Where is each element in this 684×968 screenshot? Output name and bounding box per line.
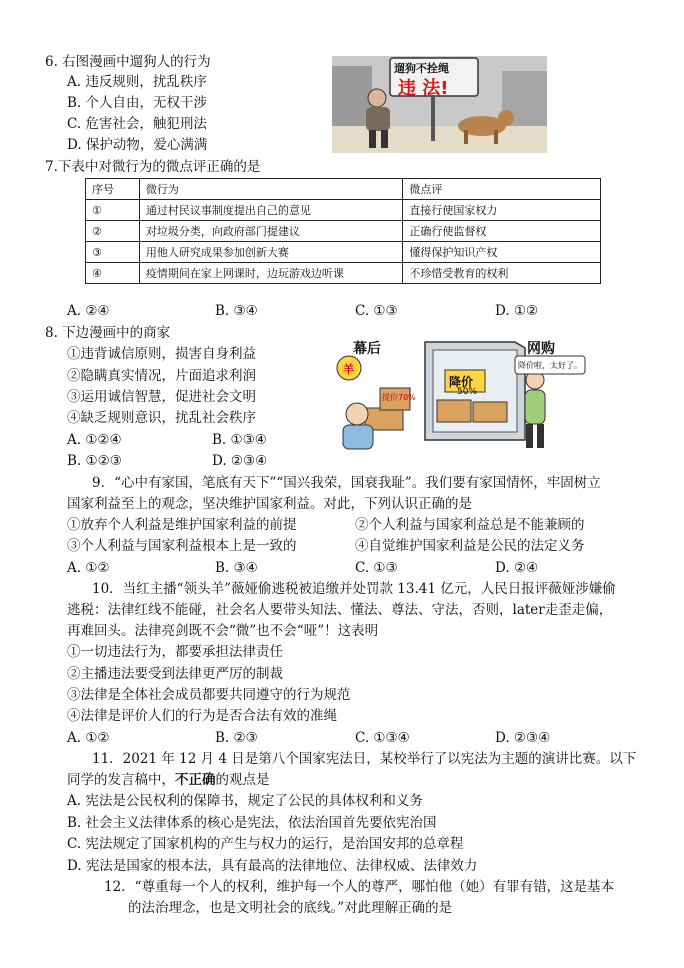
q10-option-d: D. ②③④ [495,730,551,746]
q11-option-c: C. 宪法规定了国家机构的产生与权力的运行，是治国安邦的总章程 [67,836,464,852]
q8-item-2: ②隐瞒真实情况，片面追求利润 [67,368,256,384]
q9-item-1: ①放弃个人利益是维护国家利益的前提 [67,517,297,533]
q6-option-b: B. 个人自由，无权干涉 [67,95,208,111]
table-header-cell: 序号 [86,179,140,200]
q10-option-c: C. ①③④ [355,730,410,746]
q11-line-2-prefix: 同学的发言稿中， [67,772,175,788]
q8-screen-percent: 50% [457,387,478,397]
q8-option-c: B. ①②③ [67,453,122,469]
q12-line-1: 12．“尊重每一个人的权利，维护每一个人的尊严，哪怕他（她）有罪有错，这是基本 [104,879,615,895]
table-cell: ① [86,200,140,221]
q8-speech-bubble: 降价啦，太好了。 [518,361,582,370]
q7-option-b: B. ③④ [215,303,258,319]
table-cell: 疫情期间在家上网课时，边玩游戏边听课 [139,263,402,284]
q7-stem: 7.下表中对微行为的微点评正确的是 [45,159,261,175]
q11-option-b: B. 社会主义法律体系的核心是宪法，依法治国首先要依宪治国 [67,815,437,831]
q9-item-3: ③个人利益与国家利益根本上是一致的 [67,538,297,554]
q8-box-text: 提价70% [382,393,416,402]
table-cell: ④ [86,263,140,284]
q7-option-d: D. ①② [495,303,539,319]
table-header-cell: 微行为 [139,179,402,200]
q10-option-a: A. ①② [67,730,110,746]
q11-line-1: 11．2021 年 12 月 4 日是第八个国家宪法日，某校举行了以宪法为主题的演讲比赛。以下 [92,751,637,767]
table-cell: 通过村民议事制度提出自己的意见 [139,200,402,221]
q8-option-b: B. ①③④ [212,432,267,448]
q11-option-d: D. 宪法是国家的根本法，具有最高的法律地位、法律权威、法律效力 [67,858,478,874]
table-header-cell: 微点评 [403,179,601,200]
table-cell: ② [86,221,140,242]
table-cell: 不珍惜受教育的权利 [403,263,601,284]
q11-option-a: A. 宪法是公民权利的保障书，规定了公民的具体权利和义务 [67,793,423,809]
q7-option-c: C. ①③ [355,303,398,319]
q9-option-a: A. ①② [67,560,110,576]
q9-line-1: 9．“心中有家国，笔底有天下”“国兴我荣，国衰我耻”。我们要有家国情怀，牢固树立 [92,475,601,491]
q8-option-d: D. ②③④ [212,453,268,469]
q8-sheep-sign: 羊 [343,363,354,376]
table-cell: 用他人研究成果参加创新大赛 [139,242,402,263]
table-cell: 懂得保护知识产权 [403,242,601,263]
q9-line-2: 国家利益至上的观念，坚决维护国家利益。对此，下列认识正确的是 [67,496,472,512]
table-cell: ③ [86,242,140,263]
q10-line-3: 再难回头。法律亮剑既不会“微”也不会“哑”！这表明 [67,623,379,639]
q8-item-4: ④缺乏规则意识，扰乱社会秩序 [67,410,256,426]
q6-sign-main: 违 法! [398,78,449,99]
q10-line-1: 10．当红主播“领头羊”薇娅偷逃税被追缴并处罚款 13.41 亿元，人民日报评薇娅涉嫌偷 [92,581,616,597]
q8-stem: 8. 下边漫画中的商家 [45,325,171,341]
q7-option-a: A. ②④ [67,303,110,319]
table-cell: 正确行使监督权 [403,221,601,242]
q6-sign-top: 遛狗不拴绳 [394,62,449,75]
q8-item-3: ③运用诚信智慧，促进社会文明 [67,389,256,405]
table-cell: 对垃圾分类，向政府部门提建议 [139,221,402,242]
table-row [86,242,601,263]
q12-line-2: 的法治理念，也是文明社会的底线。”对此理解正确的是 [128,900,453,916]
q11-line-2-suffix: 的观点是 [215,772,270,788]
q9-item-4: ④自觉维护国家利益是公民的法定义务 [355,538,585,554]
q10-line-2: 逃税：法律红线不能碰，社会名人要带头知法、懂法、尊法、守法，否则，later走歪走偏， [67,602,613,618]
table-row [86,221,601,242]
table-header-row [86,179,601,200]
q9-option-b: B. ③④ [215,560,258,576]
q8-right-title: 网购 [527,341,555,357]
q11-line-2 [67,770,270,790]
q8-left-title: 幕后 [353,341,381,357]
q9-option-c: C. ①③ [355,560,398,576]
q10-option-b: B. ②③ [215,730,258,746]
table-cell: 直接行使国家权力 [403,200,601,221]
q6-option-d: D. 保护动物，爱心满满 [67,137,208,153]
q8-screen-text: 降价 [449,375,474,389]
q7-table [85,178,601,284]
table-row [86,263,601,284]
q10-item-1: ①一切违法行为，都要承担法律责任 [67,644,283,660]
q10-item-2: ②主播违法要受到法律更严厉的制裁 [67,666,283,682]
q8-item-1: ①违背诚信原则，损害自身利益 [67,346,256,362]
q9-item-2: ②个人利益与国家利益总是不能兼顾的 [355,517,585,533]
q6-cartoon [332,56,547,153]
q11-emphasis: 不正确 [175,772,216,788]
q6-option-a: A. 违反规则，扰乱秩序 [67,74,207,90]
table-row [86,200,601,221]
q6-stem: 6. 右图漫画中遛狗人的行为 [45,54,211,70]
q8-cartoon [325,330,590,458]
q10-item-4: ④法律是评价人们的行为是否合法有效的准绳 [67,708,337,724]
q9-option-d: D. ②④ [495,560,539,576]
q10-item-3: ③法律是全体社会成员都要共同遵守的行为规范 [67,687,351,703]
q8-option-a: A. ①②④ [67,432,122,448]
q6-option-c: C. 危害社会，触犯刑法 [67,116,207,132]
